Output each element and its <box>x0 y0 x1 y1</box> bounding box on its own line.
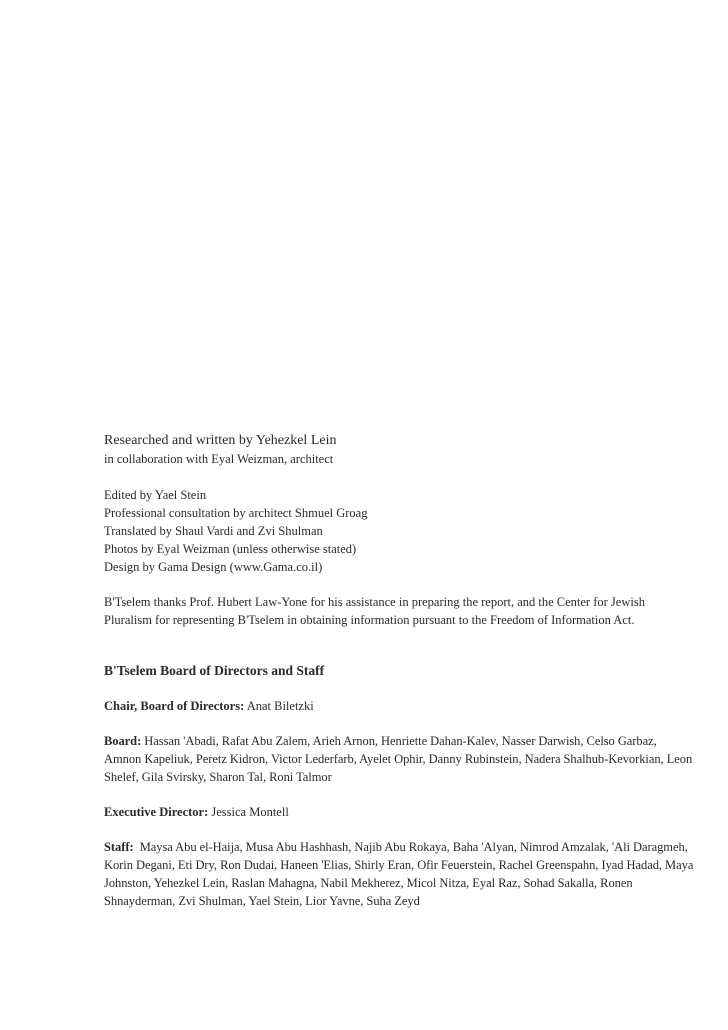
author-credit: Researched and written by Yehezkel Lein <box>104 433 337 448</box>
chair-value: Anat Biletzki <box>246 699 314 713</box>
credits-list <box>104 486 694 576</box>
executive-director-label: Executive Director: <box>104 805 209 819</box>
board-members: Hassan 'Abadi, Rafat Abu Zalem, Arieh Arnon, Henriette Dahan-Kalev, Nasser Darwish, Celso Garbaz, Amnon Kapeliuk, Peretz Kidron, Victor Lederfarb, Ayelet Ophir, Danny Rubinstein, Nadera Shalhub-Kevorkian, Leon Shelef, Gila Svirsky, Sharon Tal, Roni Talmor <box>104 734 693 784</box>
board-heading: B'Tselem Board of Directors and Staff <box>104 663 325 678</box>
staff-members: Maysa Abu el-Haija, Musa Abu Hashhash, Najib Abu Rokaya, Baha 'Alyan, Nimrod Amzalak, 'Ali Daragmeh, Korin Degani, Eti Dry, Ron Dudai, Haneen 'Elias, Shirly Eran, Ofir Feuerstein, Rachel Greenspahn, Iyad Hadad, Maya Johnston, Yehezkel Lein, Raslan Mahagna, Nabil Mekherez, Micol Nitza, Eyal Raz, Sohad Sakalla, Ronen Shnayderman, Zvi Shulman, Yael Stein, Lior Yavne, Suha Zeyd <box>104 840 694 908</box>
board-section <box>104 732 694 786</box>
credit-editor: Edited by Yael Stein <box>104 488 207 502</box>
executive-director-value: Jessica Montell <box>211 805 289 819</box>
chair-section <box>104 697 694 715</box>
chair-label: Chair, Board of Directors: <box>104 699 245 713</box>
credit-design: Design by Gama Design (www.Gama.co.il) <box>104 560 323 574</box>
credits-page <box>104 432 694 910</box>
credit-photos: Photos by Eyal Weizman (unless otherwise stated) <box>104 542 357 556</box>
acknowledgement-paragraph: B'Tselem thanks Prof. Hubert Law-Yone for his assistance in preparing the report, and the Center for Jewish Pluralism for representing B'Tselem in obtaining information pursuant to the Freedom of Information Act. <box>104 595 645 627</box>
staff-section <box>104 838 694 910</box>
collaboration-credit: in collaboration with Eyal Weizman, architect <box>104 452 334 466</box>
credit-translation: Translated by Shaul Vardi and Zvi Shulman <box>104 524 323 538</box>
board-label: Board: <box>104 734 142 748</box>
executive-director-section <box>104 803 694 821</box>
staff-label: Staff: <box>104 840 134 854</box>
credit-consultation: Professional consultation by architect Shmuel Groag <box>104 506 368 520</box>
